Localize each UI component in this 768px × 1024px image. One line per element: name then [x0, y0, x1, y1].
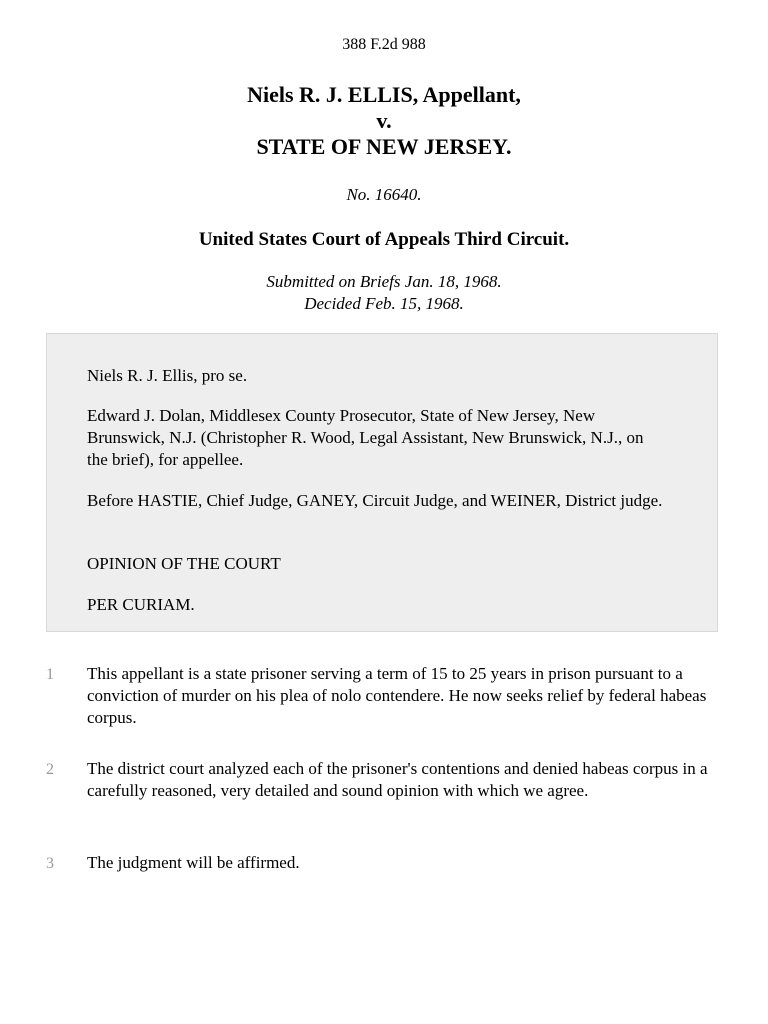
decided-date: Decided Feb. 15, 1968. — [304, 294, 464, 313]
opinion-header-box — [46, 333, 718, 632]
versus-label: v. — [376, 108, 392, 133]
paragraph-number: 2 — [46, 761, 54, 778]
appellee-name: STATE OF NEW JERSEY. — [256, 134, 512, 159]
per-curiam-label: PER CURIAM. — [87, 595, 195, 614]
paragraph-text: This appellant is a state prisoner serving a term of 15 to 25 years in prison pursuant to a conviction of murder on his plea of nolo contendere. He now seeks relief by federal habeas corpus. — [87, 664, 707, 727]
appellant-name: Niels R. J. ELLIS, Appellant, — [247, 82, 521, 107]
paragraph-text: The judgment will be affirmed. — [87, 853, 300, 872]
counsel-appellant: Niels R. J. Ellis, pro se. — [87, 366, 248, 385]
submitted-date: Submitted on Briefs Jan. 18, 1968. — [266, 272, 502, 291]
case-citation: 388 F.2d 988 — [342, 36, 426, 53]
case-dates — [0, 271, 768, 315]
counsel-appellee: Edward J. Dolan, Middlesex County Prosecutor, State of New Jersey, New Brunswick, N.J. (Christopher R. Wood, Legal Assistant, New Brunswick, N.J., on the brief), for appellee. — [87, 406, 644, 469]
court-name: United States Court of Appeals Third Circuit. — [198, 229, 570, 250]
judicial-panel: Before HASTIE, Chief Judge, GANEY, Circuit Judge, and WEINER, District judge. — [87, 491, 663, 510]
case-caption — [0, 82, 768, 160]
paragraph-number: 3 — [46, 855, 54, 872]
docket-number: No. 16640. — [346, 185, 422, 204]
paragraph-text: The district court analyzed each of the prisoner's contentions and denied habeas corpus in a carefully reasoned, very detailed and sound opinion with which we agree. — [87, 759, 708, 800]
paragraph-number: 1 — [46, 666, 54, 683]
opinion-label: OPINION OF THE COURT — [87, 554, 281, 573]
